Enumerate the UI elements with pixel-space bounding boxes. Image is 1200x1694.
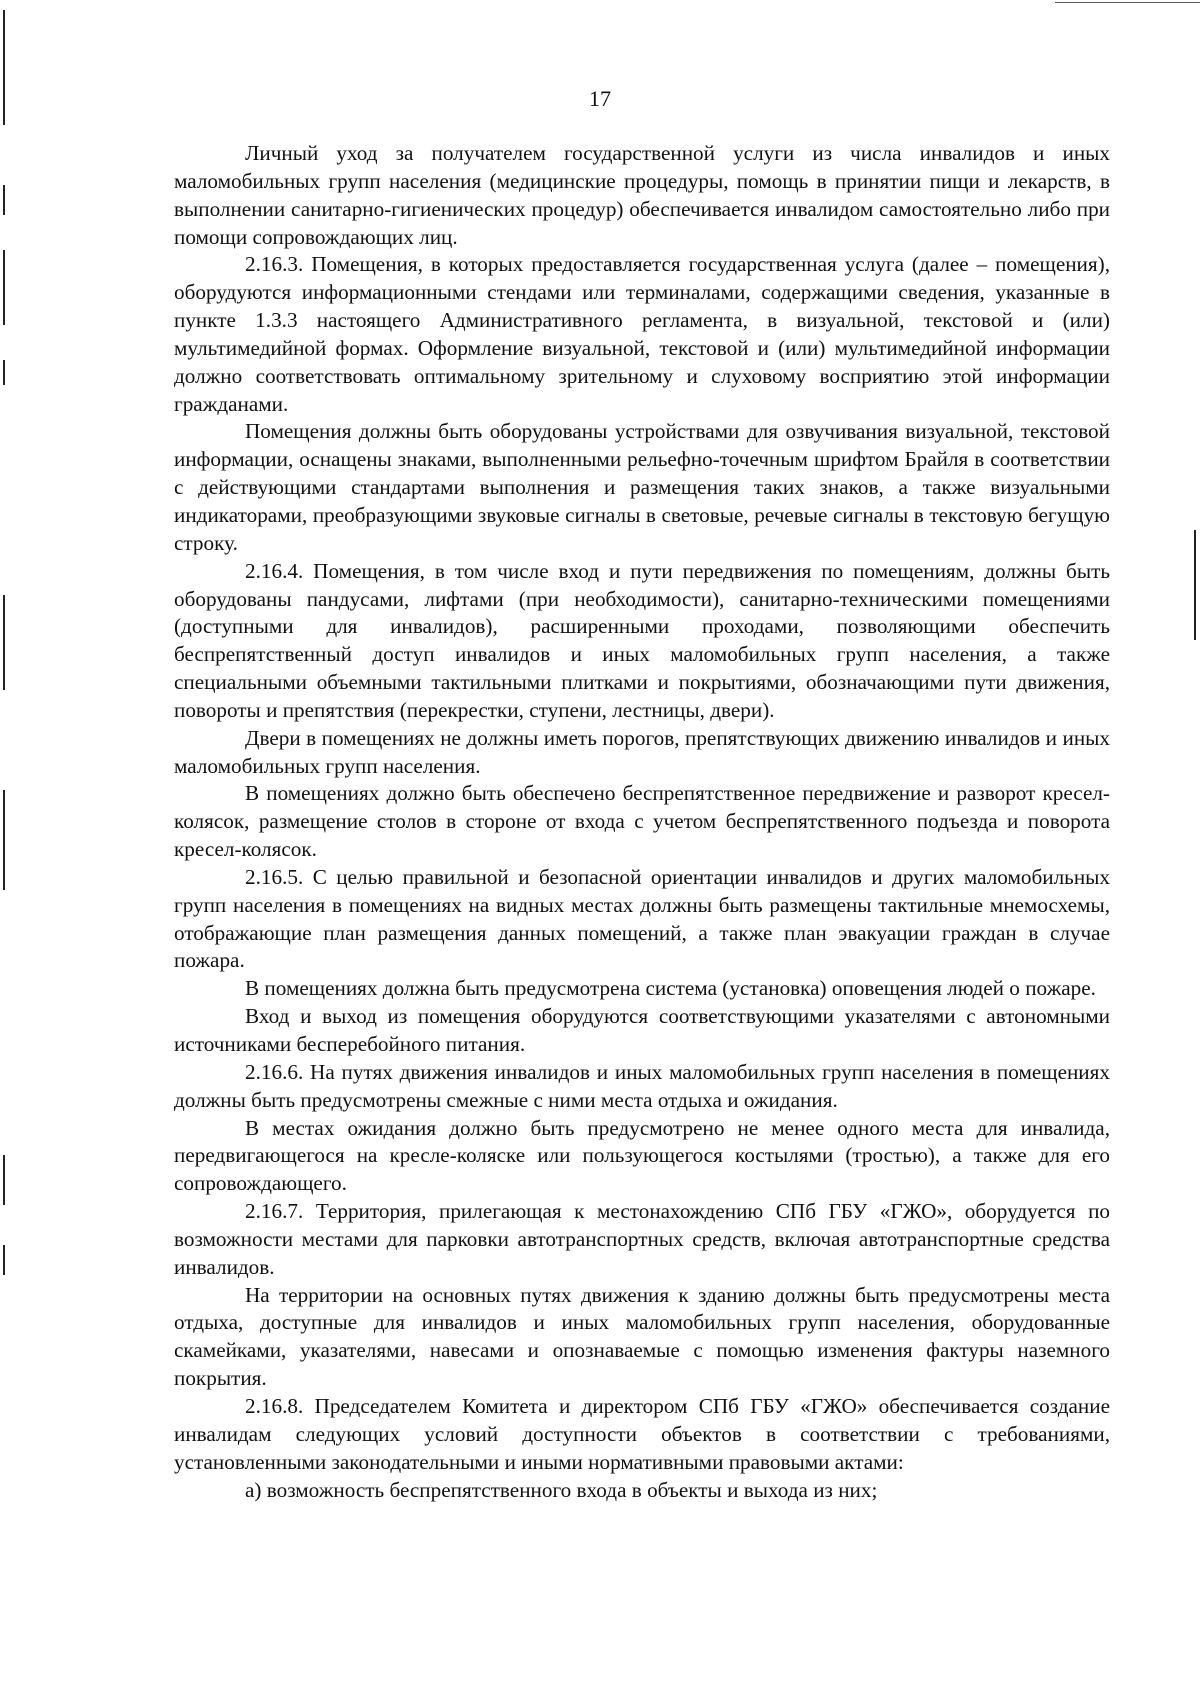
paragraph: 2.16.6. На путях движения инвалидов и иных маломобильных групп населения в помещениях должны быть предусмотрены смежные с ними места отдыха и ожидания. bbox=[174, 1059, 1110, 1112]
paragraph: В помещениях должно быть обеспечено беспрепятственное передвижение и разворот кресел-колясок, размещение столов в стороне от входа с учетом беспрепятственного подъезда и поворота кресел-колясок. bbox=[174, 781, 1110, 862]
scan-margin-mark bbox=[3, 185, 5, 215]
paragraph: 2.16.8. Председателем Комитета и директором СПб ГБУ «ГЖО» обеспечивается создание инвалидам следующих условий доступности объектов в соответствии с требованиями, установленными законодательными и иными нормативными правовыми актами: bbox=[174, 1393, 1110, 1474]
scan-edge-rule bbox=[1055, 2, 1200, 3]
paragraph: В помещениях должна быть предусмотрена система (установка) оповещения людей о пожаре. bbox=[245, 976, 1096, 1001]
paragraph: Помещения должны быть оборудованы устройствами для озвучивания визуальной, текстовой информации, оснащены знаками, выполненными рельефно-точечным шрифтом Брайля в соответствии с действующими стандартами выполнения и размещения таких знаков, а также визуальными индикаторами, преобразующими звуковые сигналы в световые, речевые сигналы в текстовую бегущую строку. bbox=[174, 419, 1110, 555]
paragraph: 2.16.4. Помещения, в том числе вход и пути передвижения по помещениям, должны быть оборудованы пандусами, лифтами (при необходимости), санитарно-техническими помещениями (доступными для инвалидов), расширенными проходами, позволяющими обеспечить беспрепятственный доступ инвалидов и иных маломобильных групп населения, а также специальными объемными тактильными плитками и покрытиями, обозначающими пути движения, повороты и препятствия (перекрестки, ступени, лестницы, двери). bbox=[174, 558, 1110, 722]
paragraph: а) возможность беспрепятственного входа в объекты и выхода из них; bbox=[245, 1477, 878, 1502]
paragraph: На территории на основных путях движения к зданию должны быть предусмотрены места отдыха, доступные для инвалидов и иных маломобильных групп населения, оборудованные скамейками, указателями, навесами и опознаваемые с помощью изменения фактуры наземного покрытия. bbox=[174, 1282, 1110, 1391]
paragraph: 2.16.7. Территория, прилегающая к местонахождению СПб ГБУ «ГЖО», оборудуется по возможности местами для парковки автотранспортных средств, включая автотранспортные средства инвалидов. bbox=[174, 1199, 1110, 1279]
page-number: 17 bbox=[589, 86, 611, 111]
scan-margin-mark bbox=[1194, 530, 1196, 640]
paragraph: Вход и выход из помещения оборудуются соответствующими указателями с автономными источниками бесперебойного питания. bbox=[174, 1004, 1110, 1056]
scan-margin-mark bbox=[3, 790, 5, 890]
paragraph: Личный уход за получателем государственной услуги из числа инвалидов и иных маломобильных групп населения (медицинские процедуры, помощь в принятии пищи и лекарств, в выполнении санитарно-гигиенических процедур) обеспечивается инвалидом самостоятельно либо при помощи сопровождающих лиц. bbox=[174, 141, 1110, 249]
scan-margin-mark bbox=[3, 1245, 5, 1275]
scan-margin-mark bbox=[3, 360, 5, 385]
paragraph: 2.16.3. Помещения, в которых предоставляется государственная услуга (далее – помещения), оборудуются информационными стендами или терминалами, содержащими сведения, указанные в пункте 1.3.3 настоящего Административного регламента, в визуальной, текстовой и (или) мультимедийной формах. Оформление визуальной, текстовой и (или) мультимедийной информации должно соответствовать оптимальному зрительному и слуховому восприятию этой информации гражданами. bbox=[174, 252, 1110, 416]
document-body bbox=[174, 140, 1110, 1504]
scan-margin-mark bbox=[3, 595, 5, 690]
scan-margin-mark bbox=[3, 1155, 5, 1205]
scan-margin-mark bbox=[3, 250, 5, 325]
paragraph: 2.16.5. С целью правильной и безопасной ориентации инвалидов и других маломобильных групп населения в помещениях на видных местах должны быть размещены тактильные мнемосхемы, отображающие план размещения данных помещений, а также план эвакуации граждан в случае пожара. bbox=[174, 864, 1110, 973]
paragraph: В местах ожидания должно быть предусмотрено не менее одного места для инвалида, передвигающегося на кресле-коляске или пользующегося костылями (тростью), а также для его сопровождающего. bbox=[174, 1115, 1110, 1196]
paragraph: Двери в помещениях не должны иметь порогов, препятствующих движению инвалидов и иных маломобильных групп населения. bbox=[174, 725, 1110, 778]
